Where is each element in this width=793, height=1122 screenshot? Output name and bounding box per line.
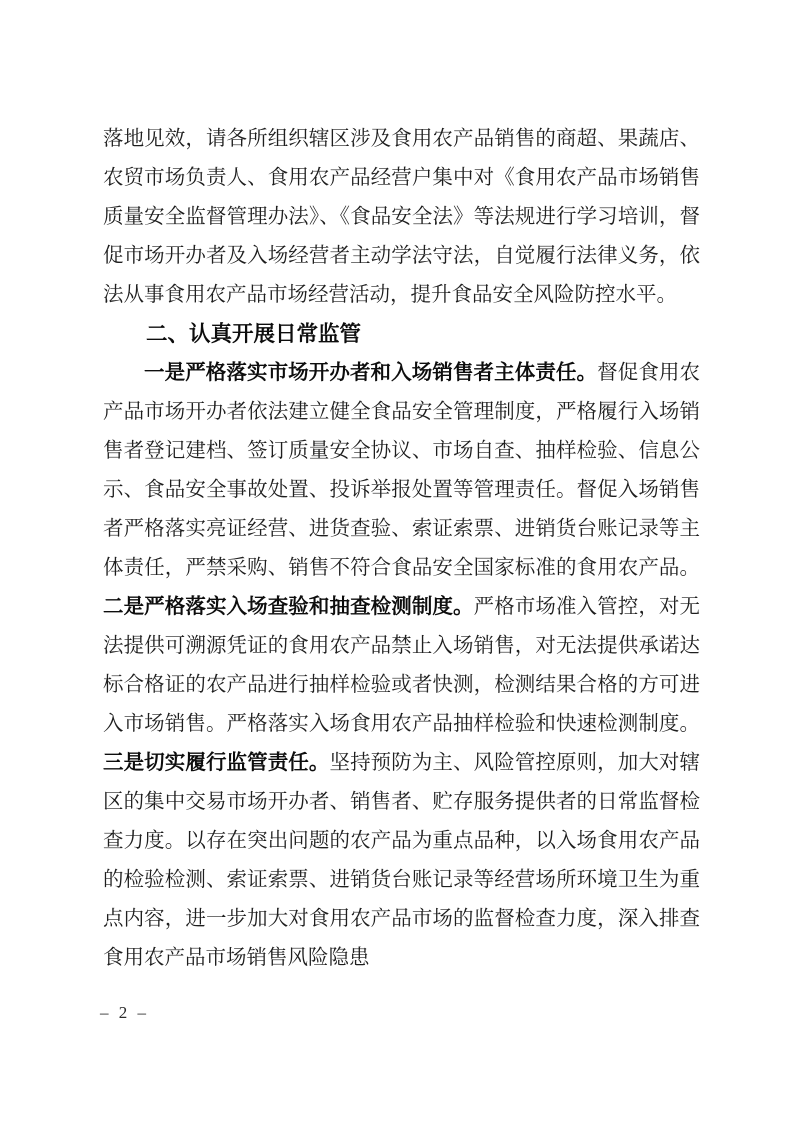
text-run-3: 坚持预防为主、风险管控原则，加大对辖区的集中交易市场开办者、销售者、贮存服务提供者的日常监督检查力度。以存在突出问题的农产品为重点品种，以入场食用农产品的检验检测、索证索票、进销货台账记录等经营场所环境卫生为重点内容，进一步加大对食用农产品市场的监督检查力度，深入排查食用农产品市场销售风险隐患: [103, 752, 701, 969]
paragraph-daily-supervision: [103, 354, 700, 978]
bold-point-2: 二是严格落实入场查验和抽查检测制度。: [103, 596, 474, 618]
paragraph-continuation: 落地见效，请各所组织辖区涉及食用农产品销售的商超、果蔬店、农贸市场负责人、食用农产品经营户集中对《食用农产品市场销售质量安全监督管理办法》、《食品安全法》等法规进行学习培训，督促市场开办者及入场经营者主动学法守法，自觉履行法律义务，依法从事食用农产品市场经营活动，提升食品安全风险防控水平。: [103, 128, 700, 306]
text-run-1: 督促食用农产品市场开办者依法建立健全食品安全管理制度，严格履行入场销售者登记建档、签订质量安全协议、市场自查、抽样检验、信息公示、食品安全事故处置、投诉举报处置等管理责任。督促入场销售者严格落实亮证经营、进货查验、索证索票、进销货台账记录等主体责任，严禁采购、销售不符合食品安全国家标准的食用农产品。: [103, 362, 701, 579]
document-body: [103, 120, 700, 978]
bold-point-1: 一是严格落实市场开办者和入场销售者主体责任。: [144, 362, 598, 384]
text-run-2: 严格市场准入管控，对无法提供可溯源凭证的食用农产品禁止入场销售，对无法提供承诺达标合格证的农产品进行抽样检验或者快测，检测结果合格的方可进入市场销售。严格落实入场食用农产品抽样检验和快速检测制度。: [103, 596, 701, 735]
page-number: – 2 –: [100, 1003, 149, 1022]
bold-point-3: 三是切实履行监管责任。: [103, 752, 330, 774]
section-heading: 二、认真开展日常监管: [146, 322, 362, 346]
